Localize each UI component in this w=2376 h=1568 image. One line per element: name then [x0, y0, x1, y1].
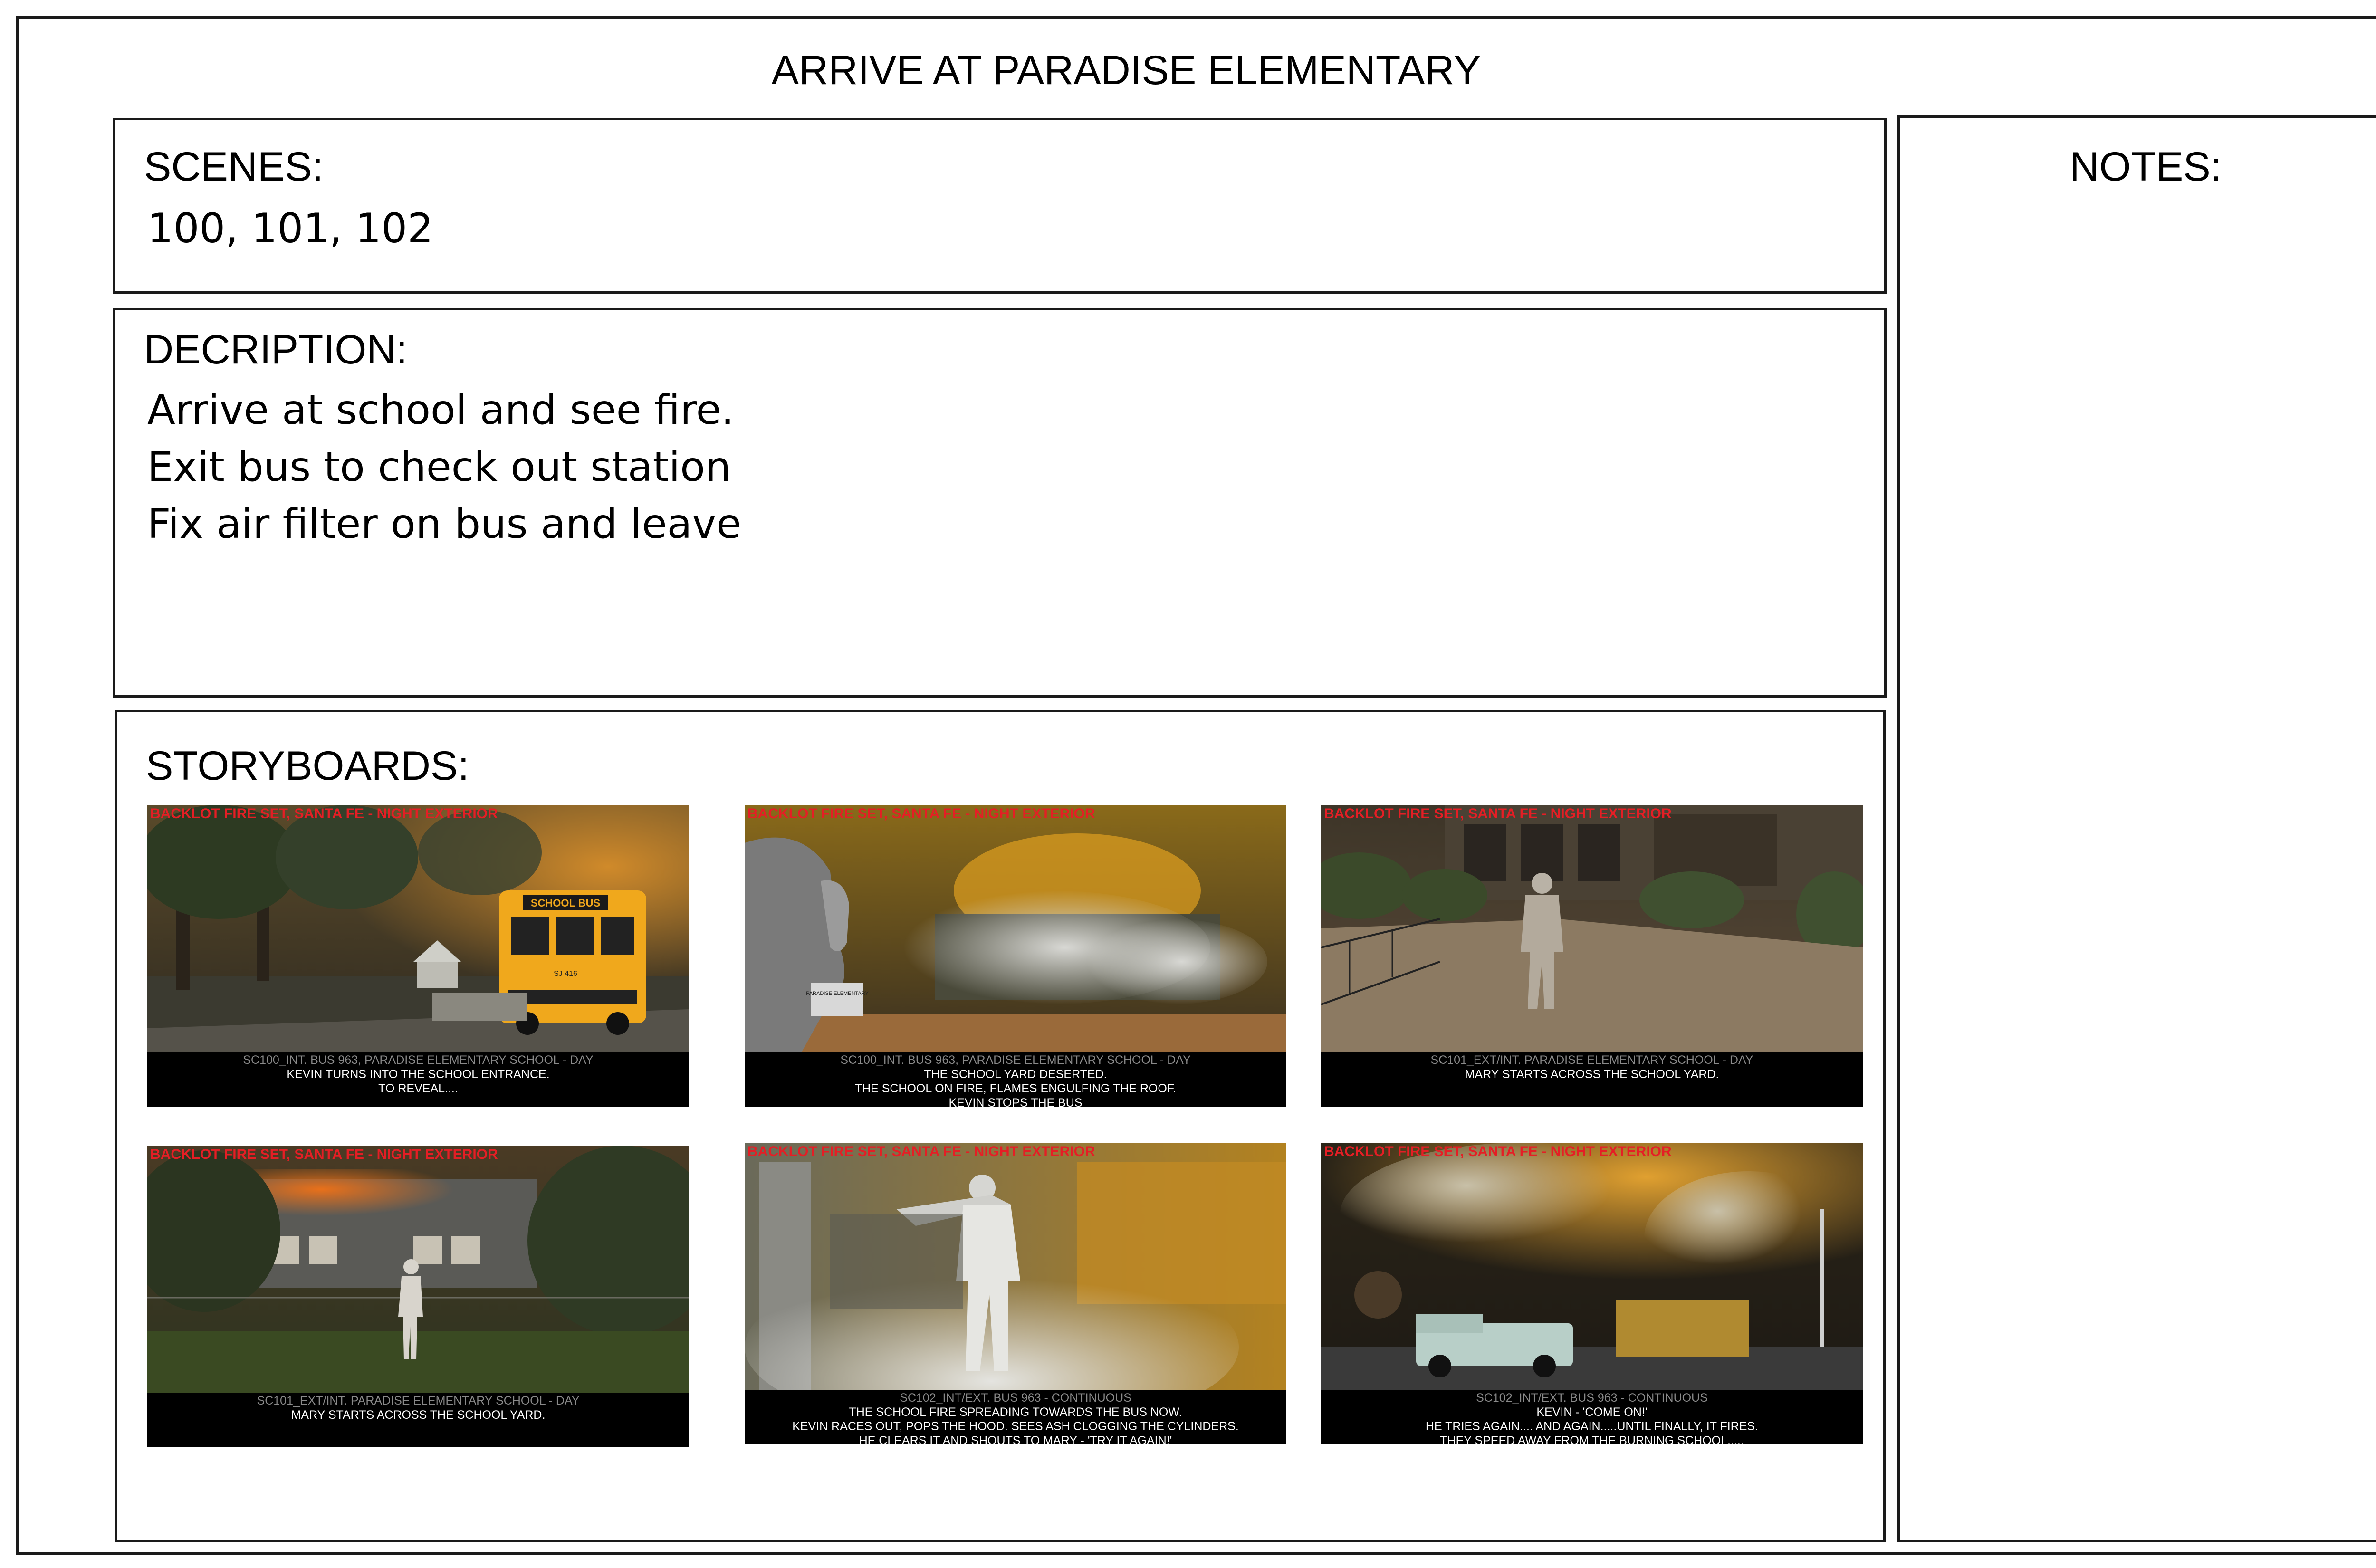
scenes-label: SCENES: — [144, 144, 324, 190]
storyboard-image — [1321, 805, 1863, 1052]
panel-caption-heading: SC101_EXT/INT. PARADISE ELEMENTARY SCHOOL - DAY — [1430, 1053, 1753, 1067]
panel-caption-line: MARY STARTS ACROSS THE SCHOOL YARD. — [1465, 1068, 1719, 1081]
page-title: ARRIVE AT PARADISE ELEMENTARY — [771, 48, 1481, 93]
panel-caption-heading: SC100_INT. BUS 963, PARADISE ELEMENTARY SCHOOL - DAY — [243, 1053, 594, 1067]
description-lines — [147, 382, 741, 553]
storyboard-image — [745, 1143, 1286, 1390]
panel-caption-line: TO REVEAL.... — [378, 1082, 458, 1095]
description-box — [113, 308, 1887, 698]
panel-caption-line: THEY SPEED AWAY FROM THE BURNING SCHOOL..... — [1440, 1434, 1744, 1444]
panel-caption-line: MARY STARTS ACROSS THE SCHOOL YARD. — [291, 1408, 546, 1422]
panel-caption-heading: SC100_INT. BUS 963, PARADISE ELEMENTARY SCHOOL - DAY — [840, 1053, 1191, 1067]
panel-caption — [147, 1052, 689, 1107]
panel-caption — [1321, 1390, 1863, 1444]
storyboard-panel-2 — [745, 805, 1286, 1107]
storyboard-panel-4 — [147, 1146, 689, 1447]
panel-caption-line: KEVIN STOPS THE BUS — [948, 1096, 1083, 1107]
panel-slug: BACKLOT FIRE SET, SANTA FE - NIGHT EXTERIOR — [747, 1144, 1095, 1159]
panel-caption — [147, 1393, 689, 1447]
storyboard-panel-6 — [1321, 1143, 1863, 1444]
description-label: DECRIPTION: — [144, 327, 408, 373]
storyboard-panel-1 — [147, 805, 689, 1107]
bus-sign-text: SCHOOL BUS — [530, 897, 601, 909]
panel-slug: BACKLOT FIRE SET, SANTA FE - NIGHT EXTERIOR — [747, 806, 1095, 822]
panel-caption-line: KEVIN TURNS INTO THE SCHOOL ENTRANCE. — [287, 1068, 550, 1081]
panel-slug: BACKLOT FIRE SET, SANTA FE - NIGHT EXTERIOR — [150, 806, 498, 822]
panel-caption-line: HE CLEARS IT AND SHOUTS TO MARY - 'TRY IT AGAIN!' — [859, 1434, 1172, 1444]
panel-slug: BACKLOT FIRE SET, SANTA FE - NIGHT EXTERIOR — [1324, 1144, 1672, 1159]
storyboard-panel-5 — [745, 1143, 1286, 1444]
description-line: Arrive at school and see fire. — [147, 386, 734, 434]
panel-caption-line: KEVIN - 'COME ON!' — [1536, 1405, 1648, 1419]
panel-caption — [745, 1052, 1286, 1107]
bus-number-text: SJ 416 — [554, 970, 577, 978]
storyboard-image — [147, 805, 689, 1052]
storyboard-panel-3 — [1321, 805, 1863, 1107]
school-sign-text: PARADISE ELEMENTARY — [806, 991, 869, 996]
scenes-value: 100, 101, 102 — [147, 205, 433, 252]
scenes-box — [113, 118, 1887, 294]
panel-caption-line: THE SCHOOL ON FIRE, FLAMES ENGULFING THE ROOF. — [854, 1082, 1177, 1095]
panel-caption — [745, 1390, 1286, 1444]
panel-caption-heading: SC102_INT/EXT. BUS 963 - CONTINUOUS — [1476, 1391, 1708, 1405]
panel-caption-line: THE SCHOOL FIRE SPREADING TOWARDS THE BUS NOW. — [849, 1405, 1182, 1419]
notes-label: NOTES: — [2069, 144, 2222, 190]
description-line: Fix air filter on bus and leave — [147, 500, 742, 548]
panel-caption-line: HE TRIES AGAIN.... AND AGAIN.....UNTIL FINALLY, IT FIRES. — [1425, 1420, 1759, 1433]
storyboards-label: STORYBOARDS: — [146, 743, 469, 789]
panel-slug: BACKLOT FIRE SET, SANTA FE - NIGHT EXTERIOR — [1324, 806, 1672, 822]
storyboard-image — [745, 805, 1286, 1052]
panel-caption-line: KEVIN RACES OUT, POPS THE HOOD. SEES ASH CLOGGING THE CYLINDERS. — [792, 1420, 1239, 1433]
storyboard-image — [147, 1146, 689, 1393]
storyboard-image — [1321, 1143, 1863, 1390]
panel-caption-heading: SC102_INT/EXT. BUS 963 - CONTINUOUS — [900, 1391, 1131, 1405]
notes-box — [1897, 115, 2376, 1542]
description-line: Exit bus to check out station — [147, 443, 731, 491]
panel-caption-line: THE SCHOOL YARD DESERTED. — [924, 1068, 1107, 1081]
panel-caption-heading: SC101_EXT/INT. PARADISE ELEMENTARY SCHOOL - DAY — [257, 1394, 580, 1407]
panel-slug: BACKLOT FIRE SET, SANTA FE - NIGHT EXTERIOR — [150, 1147, 498, 1162]
panel-caption — [1321, 1052, 1863, 1107]
